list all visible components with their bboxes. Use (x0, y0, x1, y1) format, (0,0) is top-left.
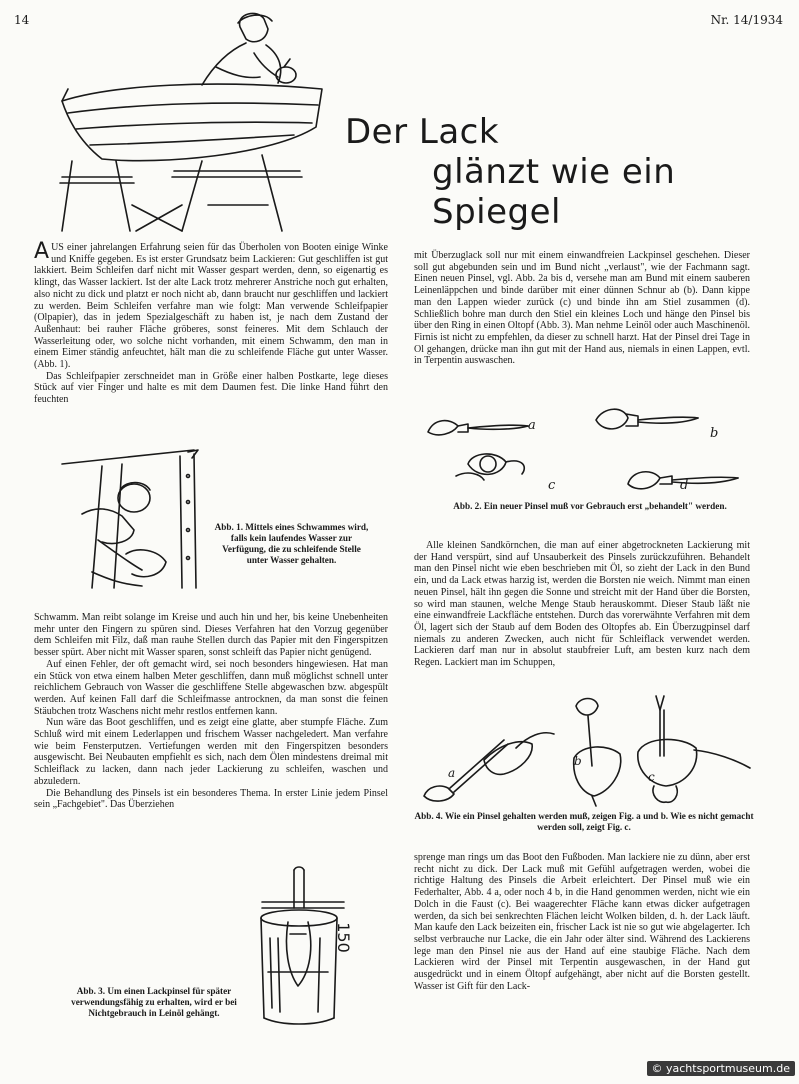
fig4-hands-illustration (424, 696, 754, 806)
fig2-brushes-illustration (428, 404, 748, 496)
left-column-top (34, 239, 388, 406)
watermark: © yachtsportmuseum.de (647, 1061, 795, 1076)
right-column-top (414, 250, 750, 367)
fig1-sponge-illustration (62, 450, 212, 590)
left-para-2: Das Schleifpapier zerschneidet man in Größe einer halben Postkarte, lege dieses Stück auf vier Finger und halte es mit dem Daumen fest. Die linke Hand führt den feuchten (34, 370, 388, 406)
left-para-1: US einer jahrelangen Erfahrung seien für das Überholen von Booten einige Winke und Kniffe gegeben. Es ist erster Grundsatz beim Lackieren: Gut geschliffen ist gut lakkiert. Beim Schleifen darf nicht mit Wasser gespart werden, denn, so eigenartig es klingt, das Wasser lackiert. Ist der alte Lack trotz mehrerer Anstriche noch gut erhalten, also nicht zu dick und platzt er noch nicht ab, dann braucht nur geschliffen und lackiert zu werden. Beim Schleifen verfahre man wie folgt: Man verwende Schleifpapier (Olpapier), das in jedem Spezialgeschäft zu haben ist, je nach dem Zustand der Außenhaut: bei rauher Fläche gröberes, sonst feineres. Mit dem Schlauch der Wasserleitung oder, wo solche nicht vorhanden, mit einem Schwamm, den man in einem Eimer ständig anfeuchtet, hält man die zu schleifende Fläche gut unter Wasser. (Abb. 1). (34, 242, 388, 371)
article-title-line2: glänzt wie ein Spiegel (432, 152, 676, 232)
fig2-label-d: d (680, 478, 689, 493)
caption-abb1: Abb. 1. Mittels eines Schwammes wird, falls kein laufendes Wasser zur Verfügung, die zu schleifende Stelle unter Wasser gehalten. (214, 522, 369, 565)
fig2-label-b: b (710, 426, 719, 441)
fig2-label-c: c (548, 478, 556, 493)
left-column-middle (34, 612, 388, 811)
boat-illustration (32, 5, 372, 235)
issue-number: Nr. 14/1934 (710, 13, 783, 27)
drop-cap: A (34, 239, 50, 264)
article-title-line1: Der Lack (345, 112, 500, 152)
fig4-label-b: b (574, 754, 582, 768)
right-column-middle (414, 540, 750, 669)
right-para-1: mit Überzuglack soll nur mit einem einwandfreien Lackpinsel geschehen. Dieser soll gut abgebunden sein und im Bund nicht „verlaust", wie der Fachmann sagt. Einen neuen Pinsel, vgl. Abb. 2a bis d, versehe man am Bund mit einem sauberen Leinenläppchen und binde darüber mit einer dünnen Schnur ab (b). Dann kippe man den Lappen wieder zurück (c) und binde ihn am Stiel zusammen (d). Schließlich bohre man durch den Stiel ein kleines Loch und hänge den Pinsel bis über den Ring in einen Oltopf (Abb. 3). Man nehme Leinöl oder auch Maschinenöl. Firnis ist nicht zu empfehlen, da dieser zu schnell harzt. Hat der Pinsel drei Tage in Ol gehangen, drücke man ihn gut mit der Hand aus, niemals in einen Lappen, evtl. in Terpentin auswaschen. (414, 250, 750, 367)
caption-abb3: Abb. 3. Um einen Lackpinsel für später verwendungsfähig zu erhalten, wird er bei Nichtgebrauch in Leinöl gehängt. (71, 986, 237, 1018)
fig3-pot-number: 150 (333, 922, 353, 953)
fig4-label-c: c (648, 770, 655, 784)
fig4-label-a: a (448, 766, 456, 780)
left-para-4: Auf einen Fehler, der oft gemacht wird, sei noch besonders hingewiesen. Hat man ein Stück von etwa einem halben Meter geschliffen, dann muß möglichst schnell unter reichlichem Gebrauch von Wasser die geschliffene Stelle abgewaschen bzw. abgespült werden. Auf keinen Fall darf die Schleifmasse antrocknen, da man sonst die feinen Stäubchen trotz Waschens nicht mehr restlos entfernen kann. (34, 658, 388, 717)
left-para-5: Nun wäre das Boot geschliffen, und es zeigt eine glatte, aber stumpfe Fläche. Zum Schluß wird mit einem Lederlappen und frischem Wasser nachgeledert. Man verfahre wie beim Fensterputzen. Vertiefungen werden mit den Fingerspitzen besonders ausgewischt. Bei Neubauten empfiehlt es sich, nach dem Ölen mindestens dreimal mit Schleiflack zu lacken, dann nach jeder Lackierung zu schleifen, waschen und abzuledern. (34, 717, 388, 787)
right-column-bottom (414, 852, 750, 992)
caption-abb2: Abb. 2. Ein neuer Pinsel muß vor Gebrauch erst „behandelt" werden. (453, 501, 727, 511)
left-para-3: Schwamm. Man reibt solange im Kreise und auch hin und her, bis keine Unebenheiten mehr unter den Fingern zu spüren sind. Dieses Verfahren hat den Vorzug gegenüber dem Schleifen mit Filz, daß man rauhe Stellen durch das Papier mit den Fingerspitzen besser spürt. Aber nicht mit Wasser sparen, sonst schleift das Papier nicht genügend. (34, 612, 388, 659)
fig2-label-a: a (528, 418, 536, 433)
left-para-6: Die Behandlung des Pinsels ist ein besonderes Thema. In erster Linie jedem Pinsel sein „Fachgebiet". Das Überziehen (34, 787, 388, 811)
right-para-3: sprenge man rings um das Boot den Fußboden. Man lackiere nie zu dünn, aber erst recht nicht zu dick. Der Lack muß mit Gefühl aufgetragen werden, wobei die richtige Haltung des Pinsels die Arbeit erleichtert. Der Pinsel muß wie ein Federhalter, Abb. 4 a, oder noch 4 b, in die Hand genommen werden, nicht wie ein Dolch in die Faust (c). Bei waagerechter Fläche kann etwas dicker aufgetragen werden, da sich bei senkrechten Flächen leicht Wolken bilden, d. h. der Lack läuft. Man kaufe den Lack beizeiten ein, frischer Lack ist nie so gut wie abgelagerter. Ich selbst verbrauche nur Lacke, die ein Jahr oder älter sind. Während des Lackierens lege man den Pinsel nie aus der Hand auf eine staubige Fläche. Nach dem Lackieren wird der Pinsel mit Terpentin ausgewaschen, in der Hand gut ausgedrückt und in einem Öltopf aufgehängt, aber nicht auf die Borsten gestellt. Wasser ist Gift für den Lack- (414, 852, 750, 992)
right-para-2: Alle kleinen Sandkörnchen, die man auf einer abgetrockneten Lackierung mit der Hand verspürt, sind auf Unsauberkeit des Pinsels zurückzuführen. Behandelt man den Pinsel nicht wie eben beschrieben mit Öl, so zieht der Lack in den Bund ein, und da Lack etwas harzig ist, werden die Borsten nie weich. Nimmt man einen neuen Pinsel, hält ihn gegen die Sonne und streicht mit der Hand über die Borsten, so wird man staunen, welche Menge Staub herauskommt. Dieser Staub läßt nie eine einwandfreie Lackfläche entstehen. Durch das vorerwähnte Verfahren mit dem Öl, lagert sich der Staub auf dem Boden des Oltopfes ab. Ein Überzugpinsel darf niemals zu anderen Zwecken, auch nicht für Schleiflack verwendet werden. Lackieren darf man nur in absolut staubfreier Luft, am besten kurz nach dem Regen. Lackiert man im Schuppen, (414, 540, 750, 669)
caption-abb4: Abb. 4. Wie ein Pinsel gehalten werden muß, zeigen Fig. a und b. Wie es nicht gemacht werden soll, zeigt Fig. c. (414, 811, 754, 832)
page-number: 14 (14, 13, 30, 27)
